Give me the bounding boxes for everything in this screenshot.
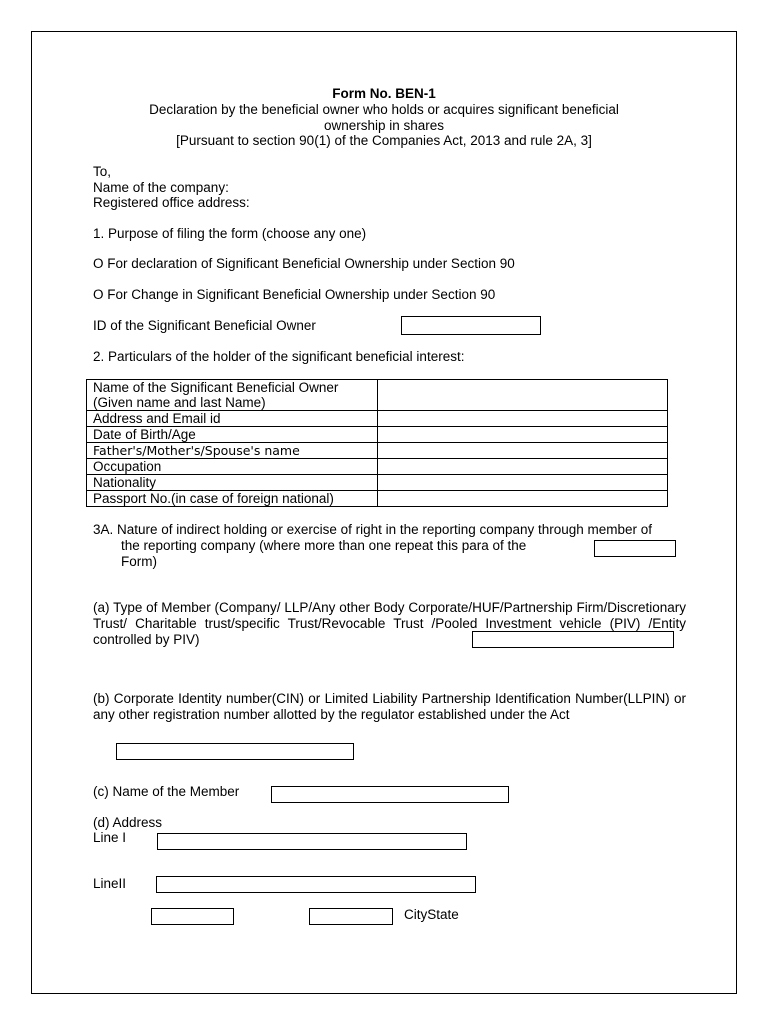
table-row-label: Father's/Mother's/Spouse's name	[87, 443, 378, 459]
registered-office-label: Registered office address:	[93, 195, 250, 210]
table-row-label: Passport No.(in case of foreign national)	[87, 491, 378, 507]
table-row-label: Occupation	[87, 459, 378, 475]
sbo-id-label: ID of the Significant Beneficial Owner	[93, 318, 316, 333]
address-email-input[interactable]	[378, 411, 668, 427]
state-input[interactable]	[309, 908, 393, 925]
table-row	[87, 475, 668, 491]
nationality-input[interactable]	[378, 475, 668, 491]
passport-number-input[interactable]	[378, 491, 668, 507]
table-row-label: Date of Birth/Age	[87, 427, 378, 443]
table-row	[87, 491, 668, 507]
form-statutory-reference: [Pursuant to section 90(1) of the Companies Act, 2013 and rule 2A, 3]	[176, 133, 592, 148]
address-line1-label: Line I	[93, 830, 127, 845]
table-row	[87, 411, 668, 427]
table-row	[87, 427, 668, 443]
address-line1-input[interactable]	[157, 833, 467, 850]
table-row-label: Address and Email id	[87, 411, 378, 427]
form-title-line1: Declaration by the beneficial owner who holds or acquires significant beneficial	[149, 102, 619, 117]
dob-age-input[interactable]	[378, 427, 668, 443]
table-row-label: Nationality	[87, 475, 378, 491]
member-type-input[interactable]	[472, 631, 674, 648]
sbo-id-input[interactable]	[401, 316, 541, 335]
section-3a-line1: 3A. Nature of indirect holding or exercise of right in the reporting company through member of	[93, 522, 653, 537]
particulars-heading: 2. Particulars of the holder of the significant beneficial interest:	[93, 349, 465, 364]
cin-llpin-input[interactable]	[116, 743, 354, 760]
table-row	[87, 443, 668, 459]
address-line2-label: LineII	[93, 876, 127, 891]
table-row	[87, 380, 668, 411]
section-3a-line3: Form)	[121, 554, 157, 569]
occupation-input[interactable]	[378, 459, 668, 475]
cin-llpin-text: (b) Corporate Identity number(CIN) or Limited Liability Partnership Identification Number(LLPIN) or any other registration number allotted by the regulator established under the Act	[93, 691, 686, 722]
purpose-option-change[interactable]: O For Change in Significant Beneficial Ownership under Section 90	[93, 287, 496, 302]
purpose-heading: 1. Purpose of filing the form (choose any one)	[93, 226, 367, 241]
member-name-input[interactable]	[271, 786, 509, 803]
company-name-label: Name of the company:	[93, 180, 229, 195]
form-title-line2: ownership in shares	[323, 118, 445, 133]
city-input[interactable]	[151, 908, 234, 925]
member-name-label: (c) Name of the Member	[93, 784, 240, 799]
to-label: To,	[93, 164, 112, 179]
table-row	[87, 459, 668, 475]
sbo-name-input[interactable]	[378, 380, 668, 411]
member-type-text: (a) Type of Member (Company/ LLP/Any other Body Corporate/HUF/Partnership Firm/Discretionary Trust/ Charitable trust/specific Trust/Revocable Trust /Pooled Investment vehicle (PIV) /Entity controlled by PIV)	[93, 600, 686, 647]
address-label: (d) Address	[93, 815, 163, 830]
purpose-option-declaration[interactable]: O For declaration of Significant Beneficial Ownership under Section 90	[93, 256, 515, 271]
parent-spouse-name-input[interactable]	[378, 443, 668, 459]
table-row-label: Name of the Significant Beneficial Owner (Given name and last Name)	[87, 380, 378, 411]
city-state-label: CityState	[404, 907, 459, 922]
section-3a-input[interactable]	[594, 540, 676, 557]
particulars-table	[86, 379, 668, 507]
section-3a-line2: the reporting company (where more than one repeat this para of the	[121, 538, 527, 553]
address-line2-input[interactable]	[156, 876, 476, 893]
form-number: Form No. BEN-1	[332, 86, 436, 101]
